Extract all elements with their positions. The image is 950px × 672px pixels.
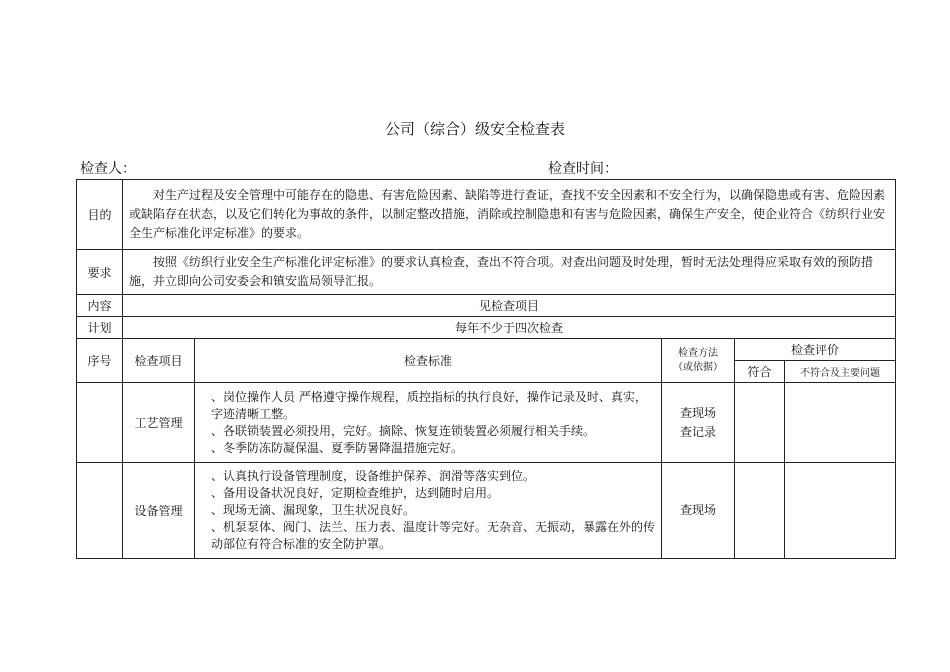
- method-line: 查现场: [679, 405, 716, 420]
- evaluation-header: 检查评价: [735, 339, 896, 361]
- inspection-time-label: 检查时间：: [548, 161, 618, 177]
- purpose-row: [77, 180, 896, 250]
- method-header-line2: （或依据）: [673, 361, 723, 373]
- item-method: [662, 463, 735, 559]
- requirement-text: 按照《纺织行业安全生产标准化评定标准》的要求认真检查，查出不符合项。对查出问题及时处理，暂时无法处理得应采取有效的预防措施，并立即向公司安委会和镇安监局领导汇报。: [123, 250, 896, 295]
- criteria-line: 、岗位操作人员 严格遵守操作规程，质控指标的执行良好，操作记录及时、真实，字迹清晰工整。: [211, 389, 647, 421]
- criteria-line: 、冬季防冻防凝保温、夏季防暑降温措施完好。: [211, 440, 464, 455]
- criteria-line: 、机泵泵体、阀门、法兰、压力表、温度计等完好。无杂音、无振动，暴露在外的传动部位有符合标准的安全防护罩。: [211, 520, 656, 551]
- conform-cell[interactable]: [735, 383, 785, 463]
- inspector-label: 检查人：: [80, 161, 136, 177]
- method-line: 查记录: [679, 424, 716, 439]
- item-criteria: [195, 463, 662, 559]
- criteria-line: 、认真执行设备管理制度，设备维护保养、润滑等落实到位。: [211, 469, 536, 483]
- requirement-row: [77, 250, 896, 295]
- criteria-line: 、各联锁装置必须投用，完好。摘除、恢复连锁装置必须履行相关手续。: [211, 423, 596, 438]
- nonconform-cell[interactable]: [785, 463, 896, 559]
- method-header-line1: 检查方法: [678, 347, 718, 359]
- plan-row: [77, 317, 896, 339]
- inspection-table: [76, 179, 896, 559]
- item-seq: [77, 463, 123, 559]
- plan-text: 每年不少于四次检查: [123, 317, 896, 339]
- doc-title: 公司（综合）级安全检查表: [384, 120, 565, 138]
- header-row-1: [77, 339, 896, 361]
- standard-header: 检查标准: [195, 339, 662, 383]
- item-seq: [77, 383, 123, 463]
- method-header: [662, 339, 735, 383]
- table-row: [77, 383, 896, 463]
- purpose-label: 目的: [77, 180, 123, 250]
- conform-header: 符合: [735, 361, 785, 383]
- item-name: 工艺管理: [123, 383, 195, 463]
- criteria-line: 、现场无滴、漏现象，卫生状况良好。: [211, 503, 416, 517]
- table-row: [77, 463, 896, 559]
- seq-header: 序号: [77, 339, 123, 383]
- item-criteria: [195, 383, 662, 463]
- conform-cell[interactable]: [735, 463, 785, 559]
- purpose-text: 对生产过程及安全管理中可能存在的隐患、有害危险因素、缺陷等进行查证，查找不安全因素和不安全行为，以确保隐患或有害、危险因素或缺陷存在状态，以及它们转化为事故的条件，以制定整改措施，消除或控制隐患和有害与危险因素，确保生产安全，使企业符合《纺织行业安全生产标准化评定标准》的要求。: [123, 180, 896, 250]
- item-name: 设备管理: [123, 463, 195, 559]
- plan-label: 计划: [77, 317, 123, 339]
- content-text: 见检查项目: [123, 295, 896, 317]
- item-header: 检查项目: [123, 339, 195, 383]
- content-row: [77, 295, 896, 317]
- requirement-label: 要求: [77, 250, 123, 295]
- criteria-line: 、备用设备状况良好，定期检查维护，达到随时启用。: [211, 486, 500, 500]
- item-method: [662, 383, 735, 463]
- content-label: 内容: [77, 295, 123, 317]
- method-line: 查现场: [679, 503, 716, 517]
- nonconform-cell[interactable]: [785, 383, 896, 463]
- nonconform-header: 不符合及主要问题: [785, 361, 896, 383]
